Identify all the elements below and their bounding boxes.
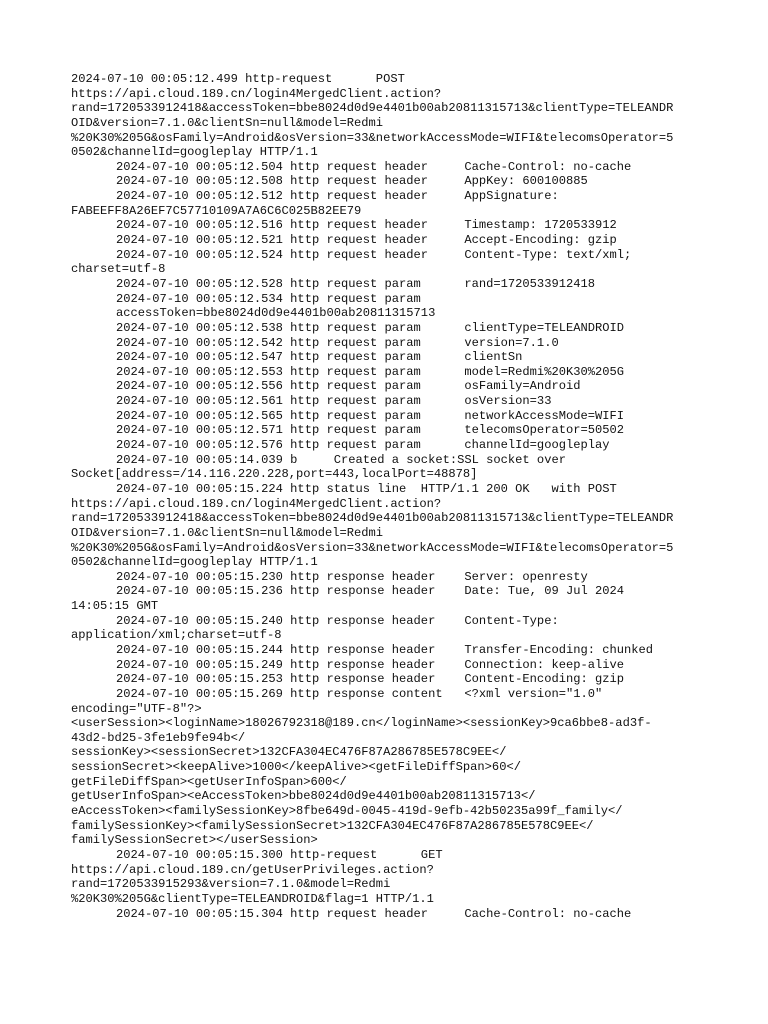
- log-line: Socket[address=/14.116.220.228,port=443,localPort=48878]: [71, 467, 478, 482]
- log-line: 2024-07-10 00:05:12.576 http request param channelId=googleplay: [116, 438, 610, 453]
- log-line: 2024-07-10 00:05:15.304 http request header Cache-Control: no-cache: [116, 906, 632, 921]
- log-line: 2024-07-10 00:05:15.230 http response header Server: openresty: [116, 569, 588, 584]
- log-line: 2024-07-10 00:05:12.571 http request param telecomsOperator=50502: [116, 423, 625, 438]
- log-line: 2024-07-10 00:05:12.538 http request param clientType=TELEANDROID: [116, 320, 625, 335]
- log-line: 14:05:15 GMT: [71, 599, 159, 614]
- log-line: https://api.cloud.189.cn/login4MergedClient.action?: [71, 496, 442, 511]
- log-line: 2024-07-10 00:05:12.512 http request header AppSignature:: [116, 189, 559, 204]
- log-line: rand=1720533912418&accessToken=bbe8024d0d9e4401b00ab20811315713&clientType=TELEANDR: [71, 101, 674, 116]
- log-line: sessionKey><sessionSecret>132CFA304EC476F87A286785E578C9EE</: [71, 745, 507, 760]
- log-line: OID&version=7.1.0&clientSn=null&model=Redmi: [71, 525, 384, 540]
- log-text-block: [71, 72, 711, 921]
- log-line: %20K30%205G&osFamily=Android&osVersion=33&networkAccessMode=WIFI&telecomsOperator=5: [71, 540, 674, 555]
- log-line: 2024-07-10 00:05:15.240 http response header Content-Type:: [116, 613, 559, 628]
- log-line: 2024-07-10 00:05:12.499 http-request POST: [71, 72, 405, 86]
- log-line: <userSession><loginName>18026792318@189.cn</loginName><sessionKey>9ca6bbe8-ad3f-: [71, 716, 652, 731]
- log-line: familySessionSecret></userSession>: [71, 833, 318, 848]
- log-line: https://api.cloud.189.cn/login4MergedClient.action?: [71, 86, 442, 101]
- log-line: 2024-07-10 00:05:12.565 http request param networkAccessMode=WIFI: [116, 408, 625, 423]
- log-line: https://api.cloud.189.cn/getUserPrivileges.action?: [71, 862, 434, 877]
- log-line: familySessionKey><familySessionSecret>132CFA304EC476F87A286785E578C9EE</: [71, 818, 594, 833]
- log-line: charset=utf-8: [71, 262, 166, 277]
- log-line: 2024-07-10 00:05:15.244 http response header Transfer-Encoding: chunked: [116, 642, 654, 657]
- log-line: 2024-07-10 00:05:12.547 http request param clientSn: [116, 350, 523, 365]
- log-line: 2024-07-10 00:05:12.553 http request param model=Redmi%20K30%205G: [116, 364, 625, 379]
- log-line: eAccessToken><familySessionKey>8fbe649d-0045-419d-9efb-42b50235a99f_family</: [71, 804, 623, 819]
- log-line: 2024-07-10 00:05:15.249 http response header Connection: keep-alive: [116, 657, 625, 672]
- log-line: 2024-07-10 00:05:12.524 http request header Content-Type: text/xml;: [116, 247, 632, 262]
- log-line: 2024-07-10 00:05:12.508 http request header AppKey: 600100885: [116, 174, 588, 189]
- log-line: 2024-07-10 00:05:15.300 http-request GET: [116, 847, 443, 862]
- log-line: 0502&channelId=googleplay HTTP/1.1: [71, 145, 318, 160]
- log-line: 2024-07-10 00:05:15.236 http response header Date: Tue, 09 Jul 2024: [116, 584, 625, 599]
- log-line: rand=1720533915293&version=7.1.0&model=Redmi: [71, 877, 391, 892]
- log-line: %20K30%205G&clientType=TELEANDROID&flag=1 HTTP/1.1: [71, 891, 434, 906]
- log-line: 2024-07-10 00:05:12.521 http request header Accept-Encoding: gzip: [116, 233, 617, 248]
- log-line: encoding="UTF-8"?>: [71, 701, 202, 716]
- log-line: 2024-07-10 00:05:15.253 http response header Content-Encoding: gzip: [116, 672, 625, 687]
- log-line: 2024-07-10 00:05:12.528 http request param rand=1720533912418: [116, 276, 595, 291]
- log-line: 43d2-bd25-3fe1eb9fe94b</: [71, 730, 246, 745]
- log-line: 2024-07-10 00:05:12.542 http request param version=7.1.0: [116, 335, 559, 350]
- log-line: application/xml;charset=utf-8: [71, 628, 282, 643]
- log-line: sessionSecret><keepAlive>1000</keepAlive><getFileDiffSpan>60</: [71, 760, 521, 775]
- log-line: 2024-07-10 00:05:12.561 http request param osVersion=33: [116, 394, 552, 409]
- log-line: 0502&channelId=googleplay HTTP/1.1: [71, 555, 318, 570]
- log-line: OID&version=7.1.0&clientSn=null&model=Redmi: [71, 115, 384, 130]
- log-line: 2024-07-10 00:05:12.504 http request header Cache-Control: no-cache: [116, 159, 632, 174]
- log-line: 2024-07-10 00:05:14.039 b Created a socket:SSL socket over: [116, 452, 566, 467]
- log-line: FABEEFF8A26EF7C57710109A7A6C6C025B82EE79: [71, 203, 362, 218]
- log-line: getUserInfoSpan><eAccessToken>bbe8024d0d9e4401b00ab20811315713</: [71, 789, 536, 804]
- log-line: rand=1720533912418&accessToken=bbe8024d0d9e4401b00ab20811315713&clientType=TELEANDR: [71, 511, 674, 526]
- log-line: 2024-07-10 00:05:15.269 http response content <?xml version="1.0": [116, 686, 603, 701]
- log-line: 2024-07-10 00:05:15.224 http status line HTTP/1.1 200 OK with POST: [116, 481, 617, 496]
- log-line: 2024-07-10 00:05:12.556 http request param osFamily=Android: [116, 379, 581, 394]
- log-line: getFileDiffSpan><getUserInfoSpan>600</: [71, 774, 347, 789]
- log-line: 2024-07-10 00:05:12.534 http request param: [116, 291, 421, 306]
- log-line: %20K30%205G&osFamily=Android&osVersion=33&networkAccessMode=WIFI&telecomsOperator=5: [71, 130, 674, 145]
- log-line: 2024-07-10 00:05:12.516 http request header Timestamp: 1720533912: [116, 218, 617, 233]
- log-line: accessToken=bbe8024d0d9e4401b00ab20811315713: [116, 306, 436, 321]
